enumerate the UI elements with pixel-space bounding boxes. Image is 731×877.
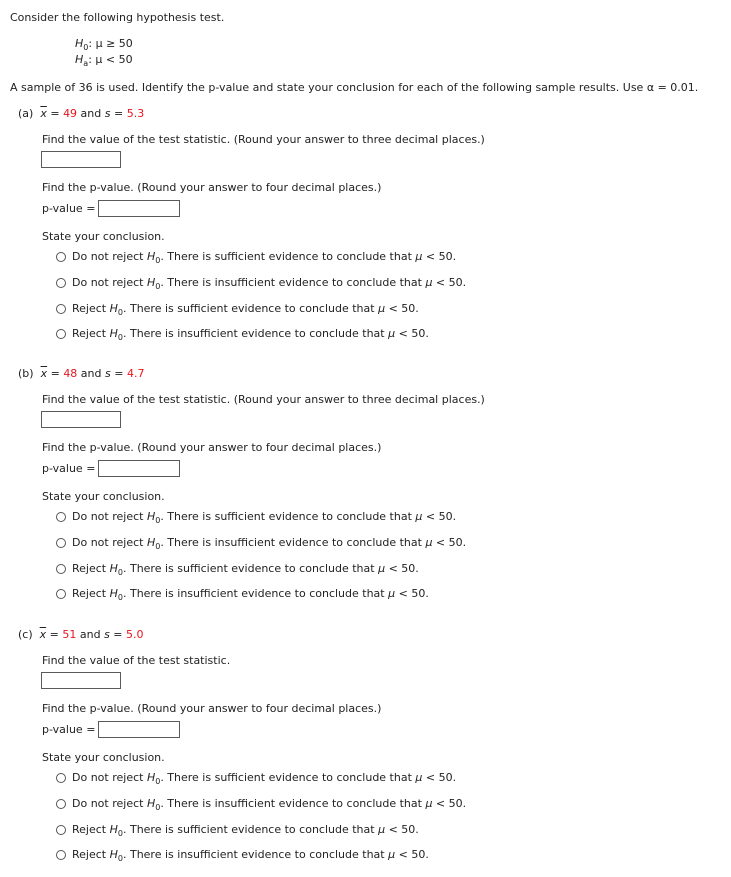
conclusion-option[interactable]	[56, 771, 456, 784]
xbar-symbol: $\overline{x}$	[40, 107, 47, 120]
conclusion-option-text: Do not reject $H_0$. There is insufficient evidence to conclude that μ < 50.	[72, 797, 467, 812]
test-statistic-prompt: Find the value of the test statistic. (Round your answer to three decimal places.)	[42, 393, 485, 406]
conclusion-option[interactable]	[56, 327, 429, 340]
pvalue-input[interactable]	[98, 200, 180, 217]
h0-statement: : μ ≥ 50	[88, 37, 133, 50]
conclusion-option[interactable]	[56, 587, 429, 600]
conclusion-option-text: Reject $H_0$. There is insufficient evidence to conclude that μ < 50.	[72, 848, 429, 863]
part-label: (b)	[18, 367, 34, 380]
test-statistic-input[interactable]	[41, 151, 121, 168]
radio-button[interactable]	[56, 850, 66, 860]
s-symbol: s	[105, 367, 111, 380]
part-header: (b) $\overline{x} = 48$ and s = 4.7	[18, 367, 145, 380]
pvalue-label: p-value =	[42, 462, 96, 475]
test-statistic-input[interactable]	[41, 672, 121, 689]
s-symbol: s	[104, 107, 111, 120]
s-symbol: s	[104, 628, 110, 641]
radio-button[interactable]	[56, 538, 66, 548]
ha-statement: : μ < 50	[88, 53, 133, 66]
conclusion-option[interactable]	[56, 562, 419, 575]
conclusion-option[interactable]	[56, 510, 456, 523]
part-label: (c)	[18, 628, 33, 641]
radio-button[interactable]	[56, 825, 66, 835]
pvalue-prompt: Find the p-value. (Round your answer to four decimal places.)	[42, 181, 382, 194]
test-statistic-prompt: Find the value of the test statistic.	[42, 654, 231, 667]
xbar-symbol: $\overline{x}$	[40, 367, 48, 380]
instructions-text: A sample of 36 is used. Identify the p-value and state your conclusion for each of the following sample results. Use α = 0.01.	[10, 81, 699, 94]
part-header: (a) $\overline{x} = 49$ and s = 5.3	[18, 107, 145, 120]
ha-subscript: a	[83, 59, 89, 68]
radio-button[interactable]	[56, 799, 66, 809]
conclusion-option[interactable]	[56, 536, 466, 549]
pvalue-label: p-value =	[42, 202, 96, 215]
conclusion-option[interactable]	[56, 276, 466, 289]
test-statistic-prompt: Find the value of the test statistic. (Round your answer to three decimal places.)	[42, 133, 485, 146]
conclusion-option-text: Do not reject $H_0$. There is insufficient evidence to conclude that μ < 50.	[72, 536, 467, 551]
radio-button[interactable]	[56, 589, 66, 599]
conclusion-prompt: State your conclusion.	[42, 751, 165, 764]
pvalue-input[interactable]	[98, 721, 180, 738]
test-statistic-input[interactable]	[41, 411, 121, 428]
xbar-value: 51	[62, 628, 77, 641]
pvalue-input[interactable]	[98, 460, 180, 477]
radio-button[interactable]	[56, 329, 66, 339]
conclusion-option[interactable]	[56, 250, 456, 263]
conclusion-option-text: Reject $H_0$. There is sufficient evidence to conclude that μ < 50.	[72, 823, 419, 838]
intro-text: Consider the following hypothesis test.	[10, 11, 225, 24]
conclusion-option-text: Do not reject $H_0$. There is sufficient evidence to conclude that μ < 50.	[72, 771, 457, 786]
h0-symbol: H	[75, 37, 84, 50]
pvalue-label: p-value =	[42, 723, 96, 736]
xbar-value: 49	[63, 107, 78, 120]
xbar-value: 48	[63, 367, 78, 380]
conclusion-option-text: Do not reject $H_0$. There is sufficient evidence to conclude that μ < 50.	[72, 510, 457, 525]
xbar-symbol: $\overline{x}$	[39, 628, 47, 641]
null-hypothesis	[75, 37, 133, 50]
part-header: (c) $\overline{x} = 51$ and s = 5.0	[18, 628, 144, 641]
pvalue-prompt: Find the p-value. (Round your answer to four decimal places.)	[42, 702, 382, 715]
conclusion-option-text: Reject $H_0$. There is insufficient evidence to conclude that μ < 50.	[72, 327, 429, 342]
radio-button[interactable]	[56, 512, 66, 522]
part-label: (a)	[18, 107, 34, 120]
s-value: 5.0	[126, 628, 144, 641]
alternative-hypothesis	[75, 53, 133, 66]
s-value: 5.3	[126, 107, 145, 120]
radio-button[interactable]	[56, 773, 66, 783]
conclusion-option[interactable]	[56, 848, 429, 861]
conclusion-option-text: Do not reject $H_0$. There is insufficient evidence to conclude that μ < 50.	[72, 276, 467, 291]
conclusion-option[interactable]	[56, 302, 419, 315]
conclusion-prompt: State your conclusion.	[42, 230, 165, 243]
conclusion-prompt: State your conclusion.	[42, 490, 165, 503]
conclusion-option-text: Do not reject $H_0$. There is sufficient evidence to conclude that μ < 50.	[72, 250, 457, 265]
conclusion-option[interactable]	[56, 823, 419, 836]
conclusion-option-text: Reject $H_0$. There is insufficient evidence to conclude that μ < 50.	[72, 587, 429, 602]
s-value: 4.7	[126, 367, 145, 380]
radio-button[interactable]	[56, 304, 66, 314]
ha-symbol: H	[75, 53, 84, 66]
conclusion-option[interactable]	[56, 797, 466, 810]
radio-button[interactable]	[56, 564, 66, 574]
radio-button[interactable]	[56, 278, 66, 288]
conclusion-option-text: Reject $H_0$. There is sufficient evidence to conclude that μ < 50.	[72, 562, 419, 577]
pvalue-prompt: Find the p-value. (Round your answer to four decimal places.)	[42, 441, 382, 454]
radio-button[interactable]	[56, 252, 66, 262]
h0-subscript: 0	[83, 43, 89, 52]
conclusion-option-text: Reject $H_0$. There is sufficient evidence to conclude that μ < 50.	[72, 302, 419, 317]
